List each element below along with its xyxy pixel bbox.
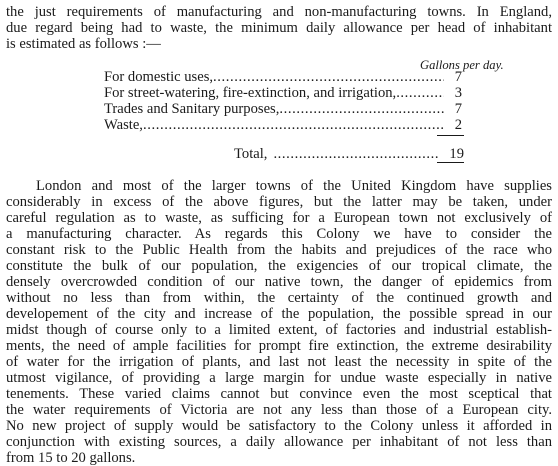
body-line-3: careful regulation as to waste, as sufficing for a European town not exclusively of	[6, 210, 552, 226]
body-line-9: developement of the city and increase of the population, the possible spread in our	[6, 306, 552, 322]
intro-line-1: the just requirements of manufacturing and non-manufacturing towns. In England,	[6, 4, 552, 20]
leader-dots	[143, 117, 444, 133]
table-row	[104, 85, 462, 101]
body-line-14: tenements. These varied claims cannot but convince even the most sceptical that	[6, 386, 552, 402]
body-line-17: conjunction with existing sources, a daily allowance per inhabitant of not less than	[6, 434, 552, 450]
table-row-value: 7	[454, 101, 462, 117]
table-row-label: Trades and Sanitary purposes,	[104, 101, 280, 117]
body-line-5: constant risk to the Public Health from the habits and prejudices of the race who	[6, 242, 552, 258]
table-total-value: 19	[449, 146, 464, 162]
leader-dots	[273, 146, 438, 162]
table-row-value: 2	[454, 117, 462, 133]
body-line-6: constitute the bulk of our population, the exigencies of our tropical climate, the	[6, 258, 552, 274]
body-line-8: without no less than from within, the certainty of the continued growth and	[6, 290, 552, 306]
table-row	[104, 101, 462, 117]
body-line-7: densely overcrowded condition of our native town, the danger of epidemics from	[6, 274, 552, 290]
body-line-15: the water requirements of Victoria are not any less than those of a European city.	[6, 402, 552, 418]
body-line-4: a manufacturing character. As regards this Colony we have to consider the	[6, 226, 552, 242]
table-row-label: For street-watering, fire-extinction, and irrigation,	[104, 85, 397, 101]
body-line-10: midst though of course only to a limited extent, of factories and industrial establish-	[6, 322, 552, 338]
leader-dots	[396, 85, 444, 101]
table-row-value: 3	[454, 85, 462, 101]
table-row-value: 7	[454, 69, 462, 85]
body-line-18: from 15 to 20 gallons.	[6, 450, 136, 466]
body-line-1: London and most of the larger towns of the United Kingdom have supplies	[36, 178, 552, 194]
table-total-label: Total,	[234, 146, 268, 162]
body-line-16: No new project of supply would be satisfactory to the Colony unless it afforded in	[6, 418, 552, 434]
table-row-label: Waste,	[104, 117, 143, 133]
leader-dots	[279, 101, 444, 117]
table-row	[104, 69, 462, 85]
table-total-row	[234, 146, 464, 162]
total-underline	[437, 162, 464, 163]
intro-line-3: is estimated as follows :—	[6, 36, 161, 52]
intro-line-2: due regard being had to waste, the minimum daily allowance per head of inhabitant	[6, 20, 552, 36]
table-row-label: For domestic uses,	[104, 69, 214, 85]
sum-rule	[437, 135, 464, 136]
body-line-11: ments, the need of ample facilities for prompt fire extinction, the extreme desirability	[6, 338, 552, 354]
leader-dots	[213, 69, 444, 85]
table-row	[104, 117, 462, 133]
body-line-12: of water for the irrigation of plants, and last not least the necessity in spite of the	[6, 354, 552, 370]
body-line-2: considerably in excess of the above figures, but the latter may be taken, under	[6, 194, 552, 210]
table-unit-header: Gallons per day.	[420, 58, 504, 72]
body-line-13: utmost vigilance, of providing a large margin for undue waste especially in native	[6, 370, 552, 386]
